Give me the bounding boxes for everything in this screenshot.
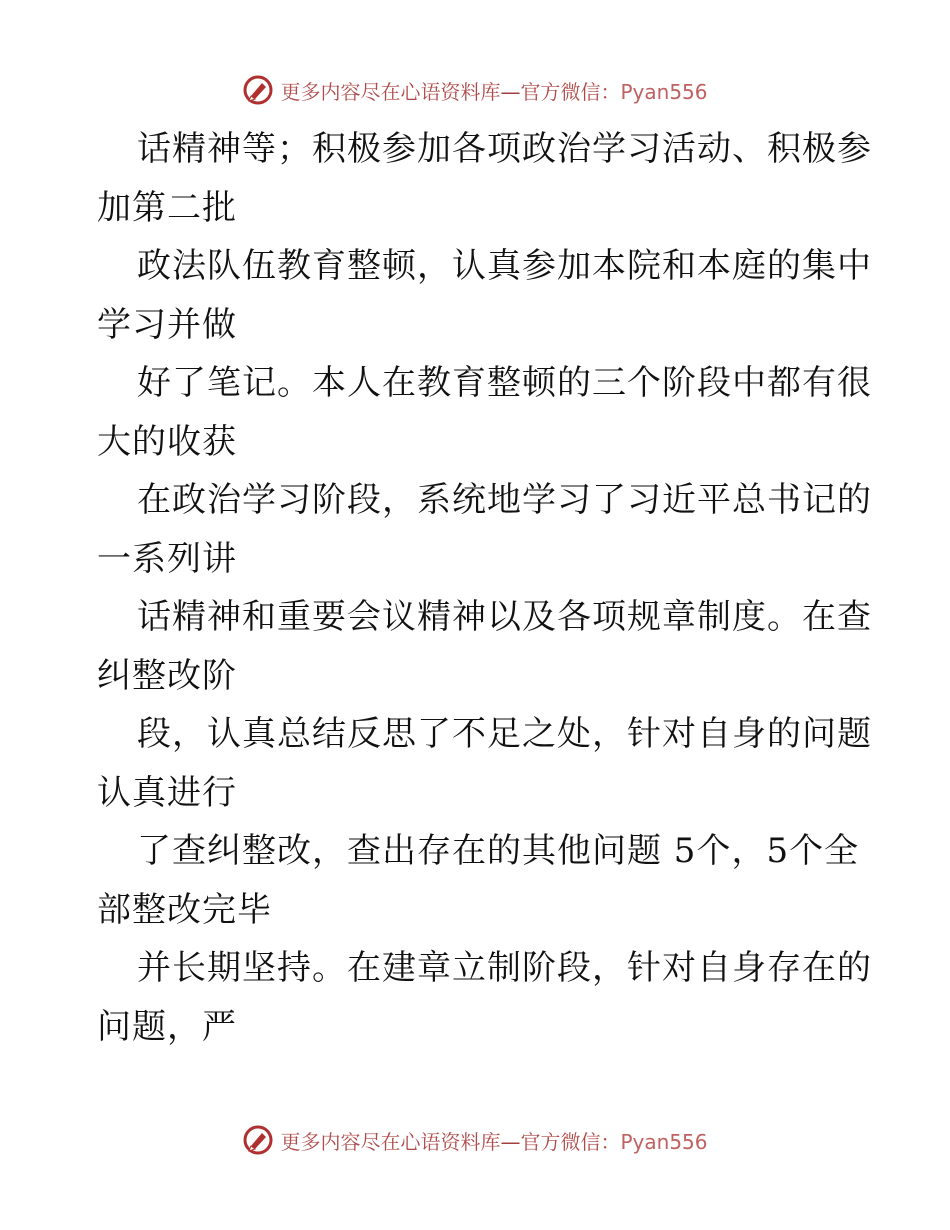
footer-watermark-label: 官方微信： (520, 1129, 621, 1154)
footer-watermark-sep: — (500, 1129, 521, 1154)
header-watermark-main: 更多内容尽在心语资料库 (280, 79, 501, 104)
text-line: 大的收获 (97, 421, 237, 462)
text-line: 好了笔记。本人在教育整顿的三个阶段中都有很 (137, 363, 872, 403)
text-line: 学习并做 (97, 304, 237, 345)
footer-watermark-text (280, 1126, 707, 1155)
text-line: 认真进行 (97, 772, 237, 813)
text-line: 话精神等；积极参加各项政治学习活动、积极参 (137, 129, 872, 169)
text-line: 问题，严 (97, 1006, 237, 1047)
footer-watermark-main: 更多内容尽在心语资料库 (280, 1129, 501, 1154)
document-body (97, 120, 872, 1056)
text-line: 纠整改阶 (97, 655, 237, 696)
header-watermark-banner (0, 70, 950, 110)
text-line: 在政治学习阶段，系统地学习了习近平总书记的 (137, 480, 872, 520)
header-watermark-label: 官方微信： (520, 79, 621, 104)
footer-watermark-banner (0, 1120, 950, 1160)
text-line: 话精神和重要会议精神以及各项规章制度。在查 (137, 597, 872, 637)
text-line: 加第二批 (97, 187, 237, 228)
text-line: 并长期坚持。在建章立制阶段，针对自身存在的 (137, 948, 872, 988)
text-line: 政法队伍教育整顿，认真参加本院和本庭的集中 (137, 246, 872, 286)
pen-logo-icon (242, 1124, 274, 1156)
pen-logo-icon (242, 74, 274, 106)
text-line: 段，认真总结反思了不足之处，针对自身的问题 (137, 714, 872, 754)
text-line: 部整改完毕 (97, 889, 272, 930)
header-watermark-id: Pyan556 (620, 79, 708, 104)
header-watermark-text (280, 76, 707, 105)
text-line: 一系列讲 (97, 538, 237, 579)
header-watermark-sep: — (500, 79, 521, 104)
footer-watermark-id: Pyan556 (620, 1129, 708, 1154)
text-line: 了查纠整改，查出存在的其他问题 5个，5个全 (137, 831, 860, 871)
